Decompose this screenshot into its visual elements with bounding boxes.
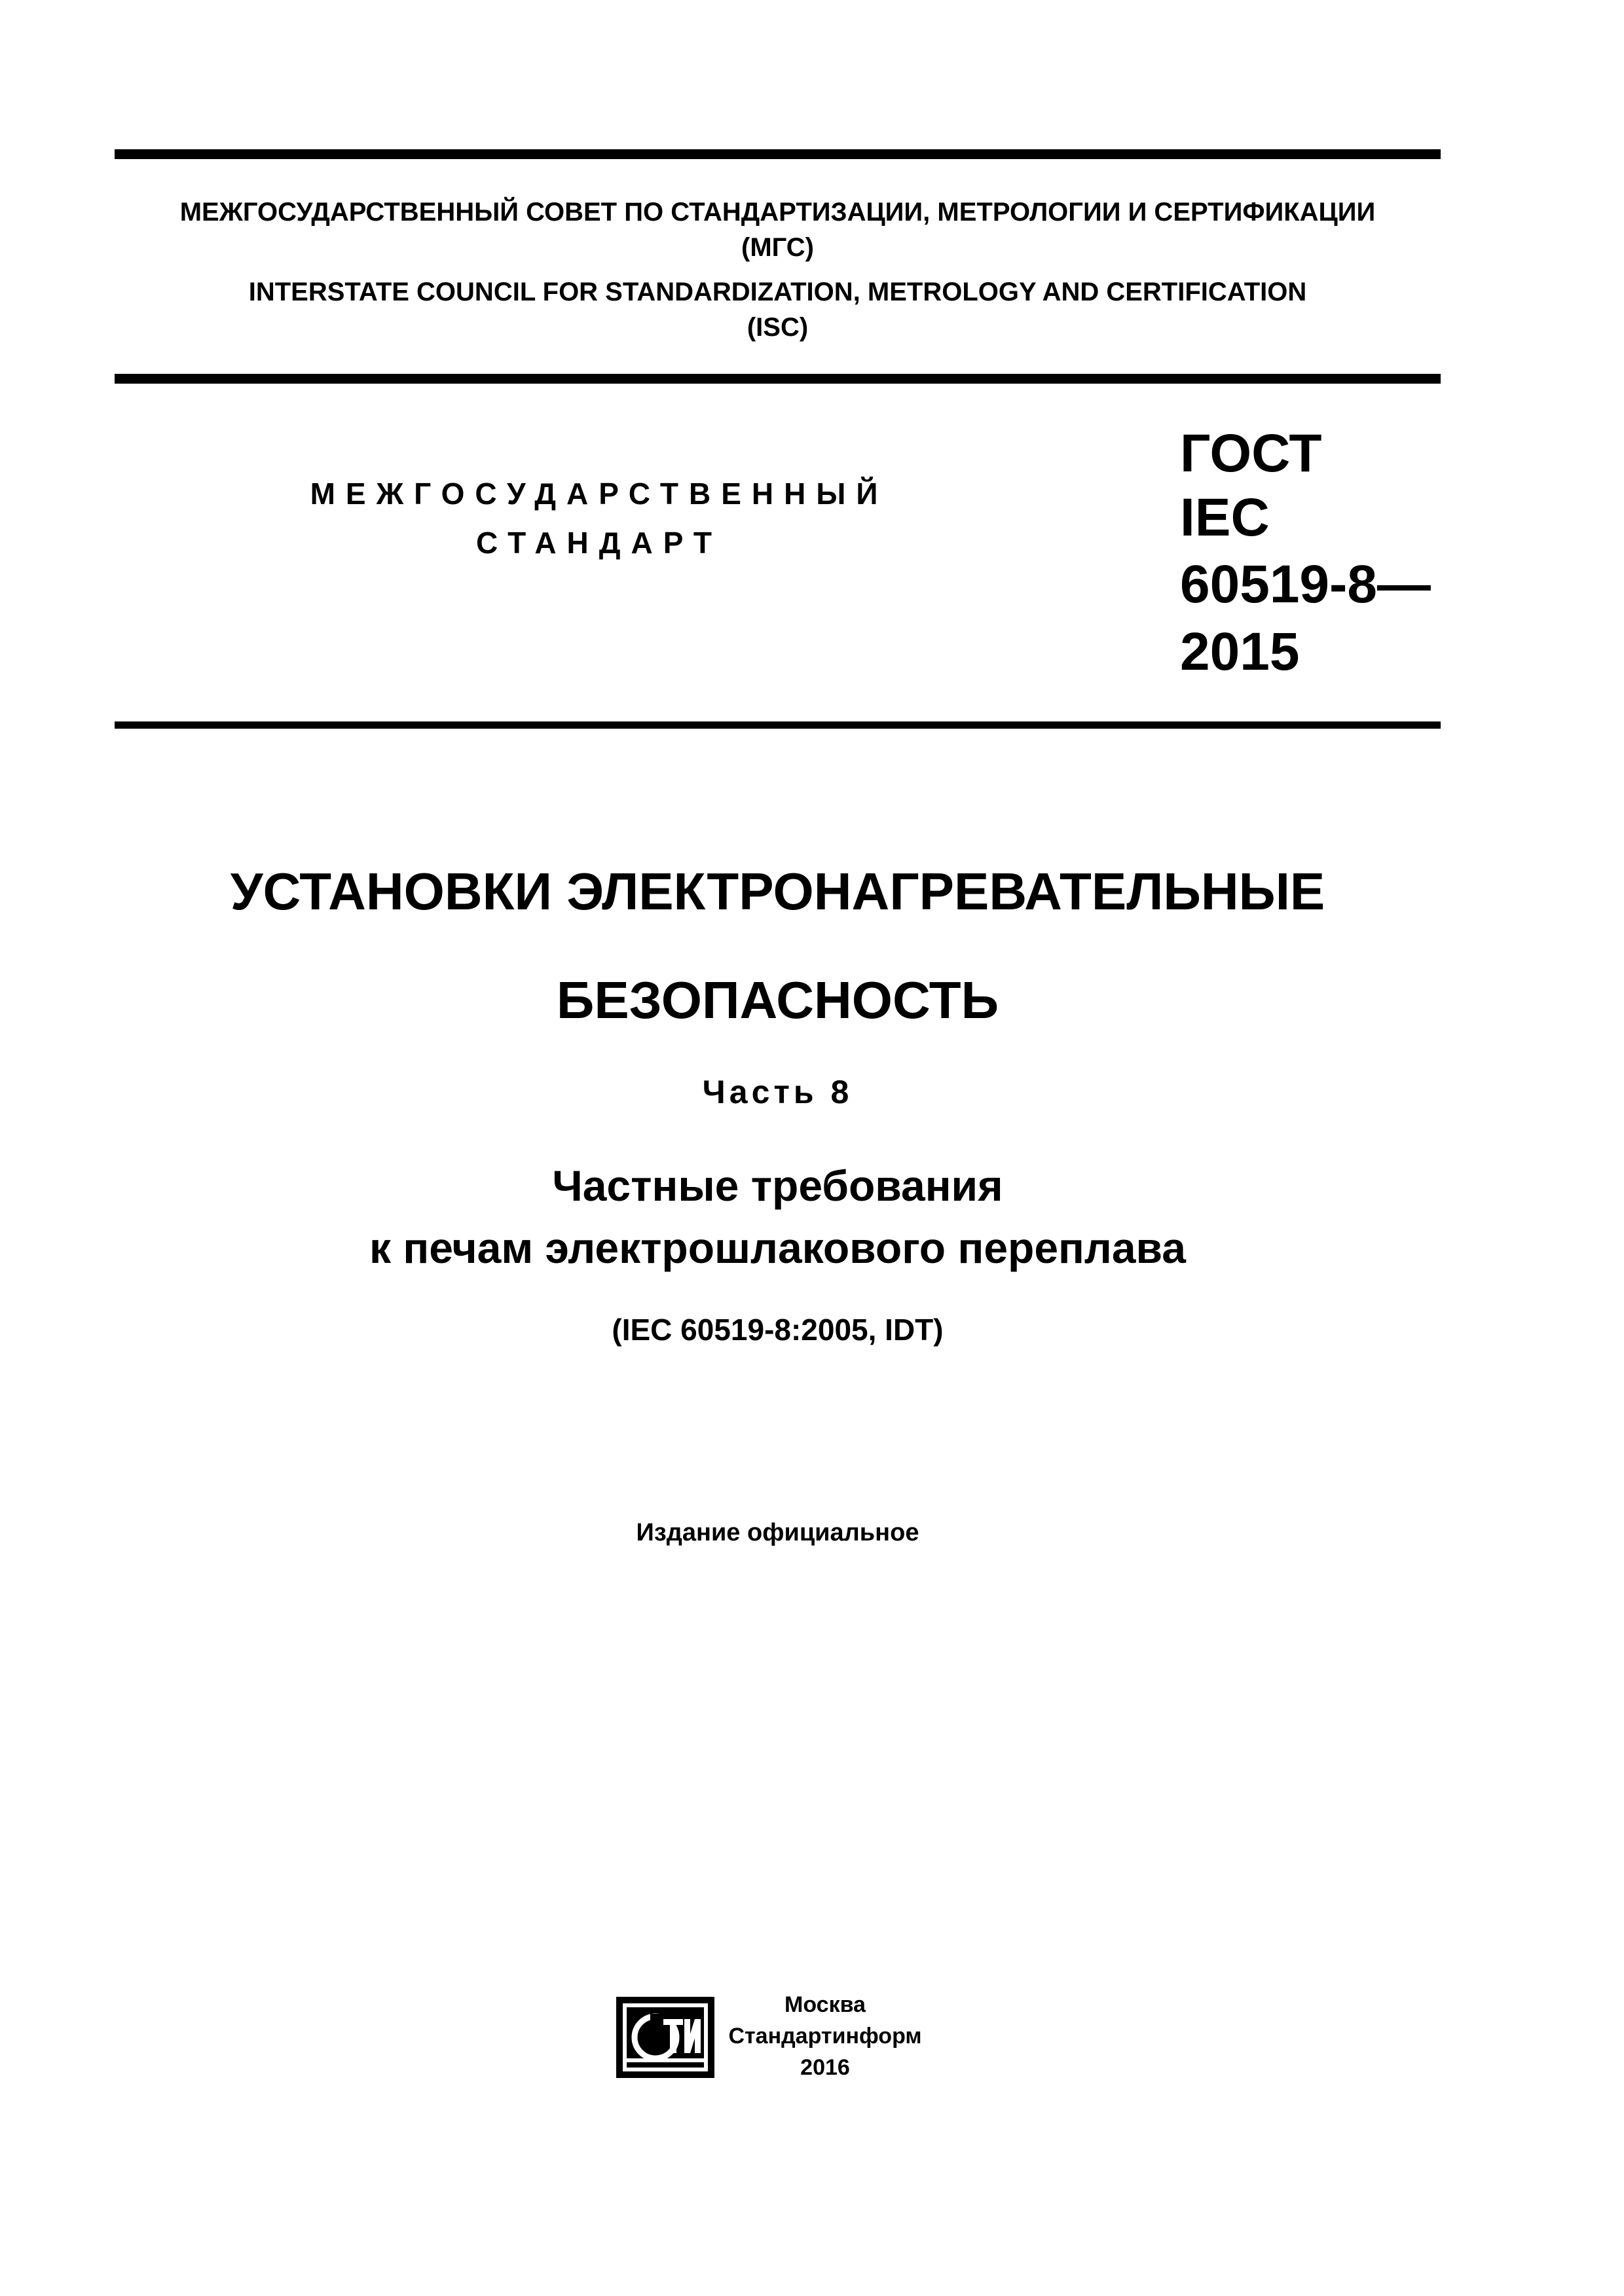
- document-subtitle: БЕЗОПАСНОСТЬ: [556, 971, 999, 1029]
- standard-kind-line-2: СТАНДАРТ: [476, 526, 722, 560]
- standard-number-line-1: ГОСТ: [1180, 424, 1322, 483]
- publication-year: 2016: [800, 2055, 850, 2080]
- part-label: Часть 8: [702, 1074, 853, 1110]
- header-bottom-rule: [115, 721, 1441, 729]
- edition-note: Издание официальное: [636, 1519, 919, 1546]
- council-name-ru: МЕЖГОСУДАРСТВЕННЫЙ СОВЕТ ПО СТАНДАРТИЗАЦИИ, МЕТРОЛОГИИ И СЕРТИФИКАЦИИ: [179, 198, 1376, 227]
- publisher-city: Москва: [784, 1992, 866, 2017]
- header-top-rule: [115, 149, 1441, 159]
- standard-kind-line-1: МЕЖГОСУДАРСТВЕННЫЙ: [310, 477, 889, 511]
- part-title-line-2: к печам электрошлакового переплава: [369, 1224, 1186, 1272]
- council-name-en: INTERSTATE COUNCIL FOR STANDARDIZATION, METROLOGY AND CERTIFICATION: [248, 278, 1307, 306]
- part-title-line-1: Частные требования: [552, 1161, 1003, 1210]
- publisher-name: Стандартинформ: [728, 2024, 922, 2049]
- iec-reference: (IEC 60519-8:2005, IDT): [612, 1313, 944, 1347]
- standard-number-line-2: IEC: [1180, 488, 1270, 547]
- council-abbr-en: (ISC): [747, 313, 809, 342]
- document-title: УСТАНОВКИ ЭЛЕКТРОНАГРЕВАТЕЛЬНЫЕ: [230, 862, 1325, 920]
- header-middle-rule: [115, 374, 1441, 384]
- council-abbr-ru: (МГС): [741, 233, 814, 262]
- standard-number-line-4: 2015: [1180, 622, 1300, 682]
- standard-number-line-3: 60519-8—: [1180, 555, 1431, 614]
- standartinform-logo-icon: [616, 1997, 714, 2078]
